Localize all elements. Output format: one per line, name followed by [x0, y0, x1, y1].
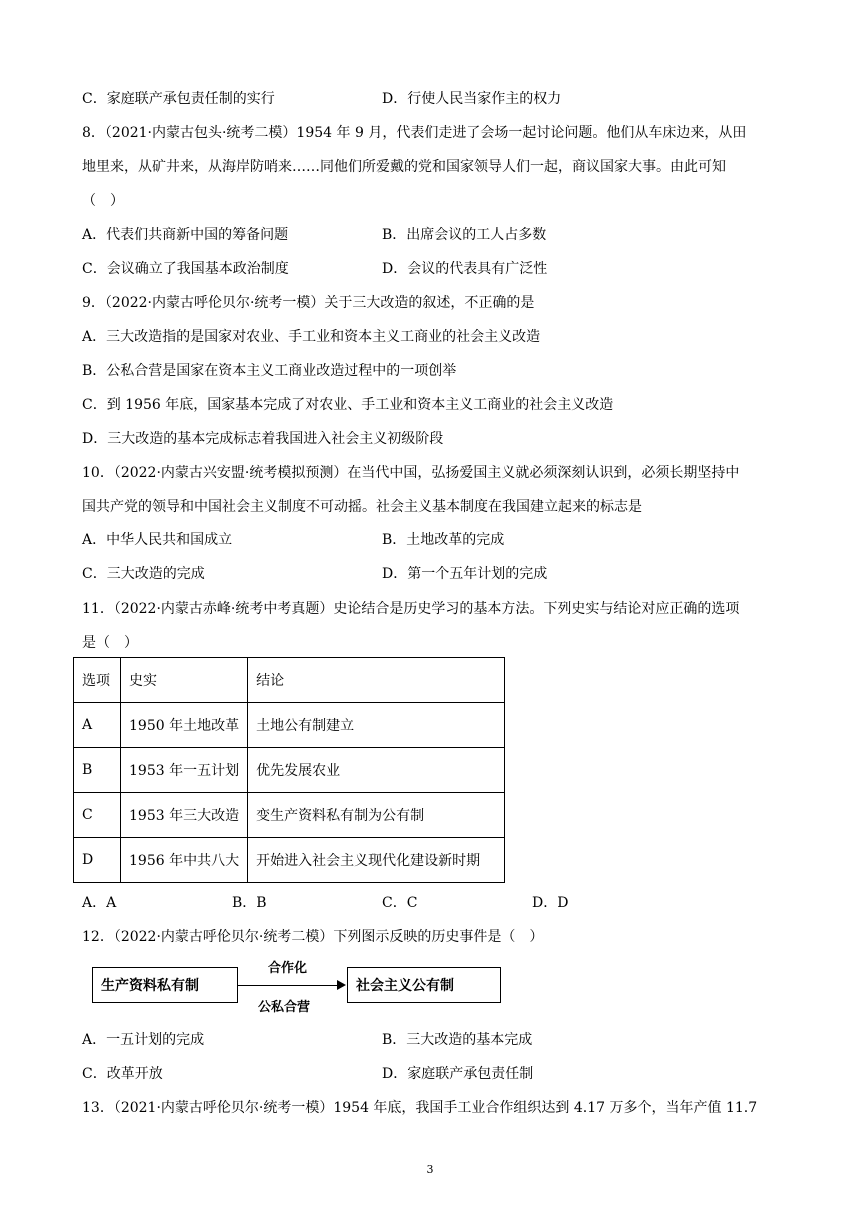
- q10-option-a: A．中华人民共和国成立: [82, 532, 233, 548]
- table-header-cell: 选项: [74, 658, 121, 703]
- diagram-right-box: 社会主义公有制: [347, 967, 501, 1003]
- table-cell: 优先发展农业: [248, 748, 505, 793]
- table-cell: 1953 年一五计划: [121, 748, 248, 793]
- page-number: 3: [426, 1163, 434, 1176]
- q11-option-a: A．A: [82, 895, 117, 911]
- table-cell: 开始进入社会主义现代化建设新时期: [248, 838, 505, 883]
- q11-stem-line1: 11．（2022·内蒙古赤峰·统考中考真题）史论结合是历史学习的基本方法。下列史实与结论对应正确的选项: [82, 601, 740, 617]
- table-cell: C: [74, 793, 121, 838]
- diagram-arrow-top-label: 合作化: [268, 961, 308, 976]
- q11-stem-line2: 是（ ）: [82, 635, 138, 651]
- table-row: [74, 838, 505, 883]
- q8-option-a: A．代表们共商新中国的筹备问题: [82, 227, 289, 243]
- q13-stem-line1: 13．（2021·内蒙古呼伦贝尔·统考一模）1954 年底，我国手工业合作组织达到 4.17 万多个，当年产值 11.7: [82, 1100, 758, 1116]
- table-header-cell: 史实: [121, 658, 248, 703]
- table-row: [74, 703, 505, 748]
- q8-option-d: D．会议的代表具有广泛性: [382, 261, 548, 277]
- diagram-left-box: 生产资料私有制: [92, 967, 238, 1003]
- table-cell: 土地公有制建立: [248, 703, 505, 748]
- q10-stem-line2: 国共产党的领导和中国社会主义制度不可动摇。社会主义基本制度在我国建立起来的标志是: [82, 499, 642, 515]
- q12-option-c: C．改革开放: [82, 1066, 163, 1082]
- table-row: [74, 793, 505, 838]
- q11-option-b: B．B: [232, 895, 267, 911]
- q7-option-c: C．家庭联产承包责任制的实行: [82, 91, 275, 107]
- q11-table: [73, 657, 505, 883]
- q9-option-a: A．三大改造指的是国家对农业、手工业和资本主义工商业的社会主义改造: [82, 329, 541, 345]
- q9-option-c: C．到 1956 年底，国家基本完成了对农业、手工业和资本主义工商业的社会主义改造: [82, 397, 614, 413]
- q11-option-c: C．C: [382, 895, 418, 911]
- table-cell: B: [74, 748, 121, 793]
- q10-option-b: B．土地改革的完成: [382, 532, 505, 548]
- diagram-arrow-bottom-label: 公私合营: [258, 1000, 311, 1015]
- q8-option-c: C．会议确立了我国基本政治制度: [82, 261, 289, 277]
- table-cell: A: [74, 703, 121, 748]
- table-cell: D: [74, 838, 121, 883]
- table-cell: 变生产资料私有制为公有制: [248, 793, 505, 838]
- q12-option-a: A．一五计划的完成: [82, 1032, 205, 1048]
- q8-stem-line1: 8．（2021·内蒙古包头·统考二模）1954 年 9 月，代表们走进了会场一起讨论问题。他们从车床边来，从田: [82, 125, 747, 141]
- q7-option-d: D．行使人民当家作主的权力: [382, 91, 562, 107]
- q10-option-d: D．第一个五年计划的完成: [382, 566, 548, 582]
- q9-option-b: B．公私合营是国家在资本主义工商业改造过程中的一项创举: [82, 363, 457, 379]
- table-header-cell: 结论: [248, 658, 505, 703]
- diagram-arrow-line: [238, 985, 338, 986]
- q8-option-b: B．出席会议的工人占多数: [382, 227, 547, 243]
- table-cell: 1950 年土地改革: [121, 703, 248, 748]
- q12-stem: 12．（2022·内蒙古呼伦贝尔·统考二模）下列图示反映的历史事件是（ ）: [82, 929, 544, 945]
- q10-option-c: C．三大改造的完成: [82, 566, 205, 582]
- q8-stem-line3: （ ）: [82, 193, 124, 209]
- table-header-row: [74, 658, 505, 703]
- q12-option-b: B．三大改造的基本完成: [382, 1032, 533, 1048]
- table-cell: 1956 年中共八大: [121, 838, 248, 883]
- q10-stem-line1: 10．（2022·内蒙古兴安盟·统考模拟预测）在当代中国，弘扬爱国主义就必须深刻认识到，必须长期坚持中: [82, 465, 740, 481]
- q9-option-d: D．三大改造的基本完成标志着我国进入社会主义初级阶段: [82, 431, 444, 447]
- table-row: [74, 748, 505, 793]
- q11-option-d: D．D: [532, 895, 569, 911]
- q12-option-d: D．家庭联产承包责任制: [382, 1066, 534, 1082]
- q8-stem-line2: 地里来，从矿井来，从海岸防哨来……同他们所爱戴的党和国家领导人们一起，商议国家大事。由此可知: [82, 159, 726, 175]
- q9-stem: 9．（2022·内蒙古呼伦贝尔·统考一模）关于三大改造的叙述，不正确的是: [82, 295, 535, 311]
- arrow-right-icon: [337, 980, 346, 990]
- table-cell: 1953 年三大改造: [121, 793, 248, 838]
